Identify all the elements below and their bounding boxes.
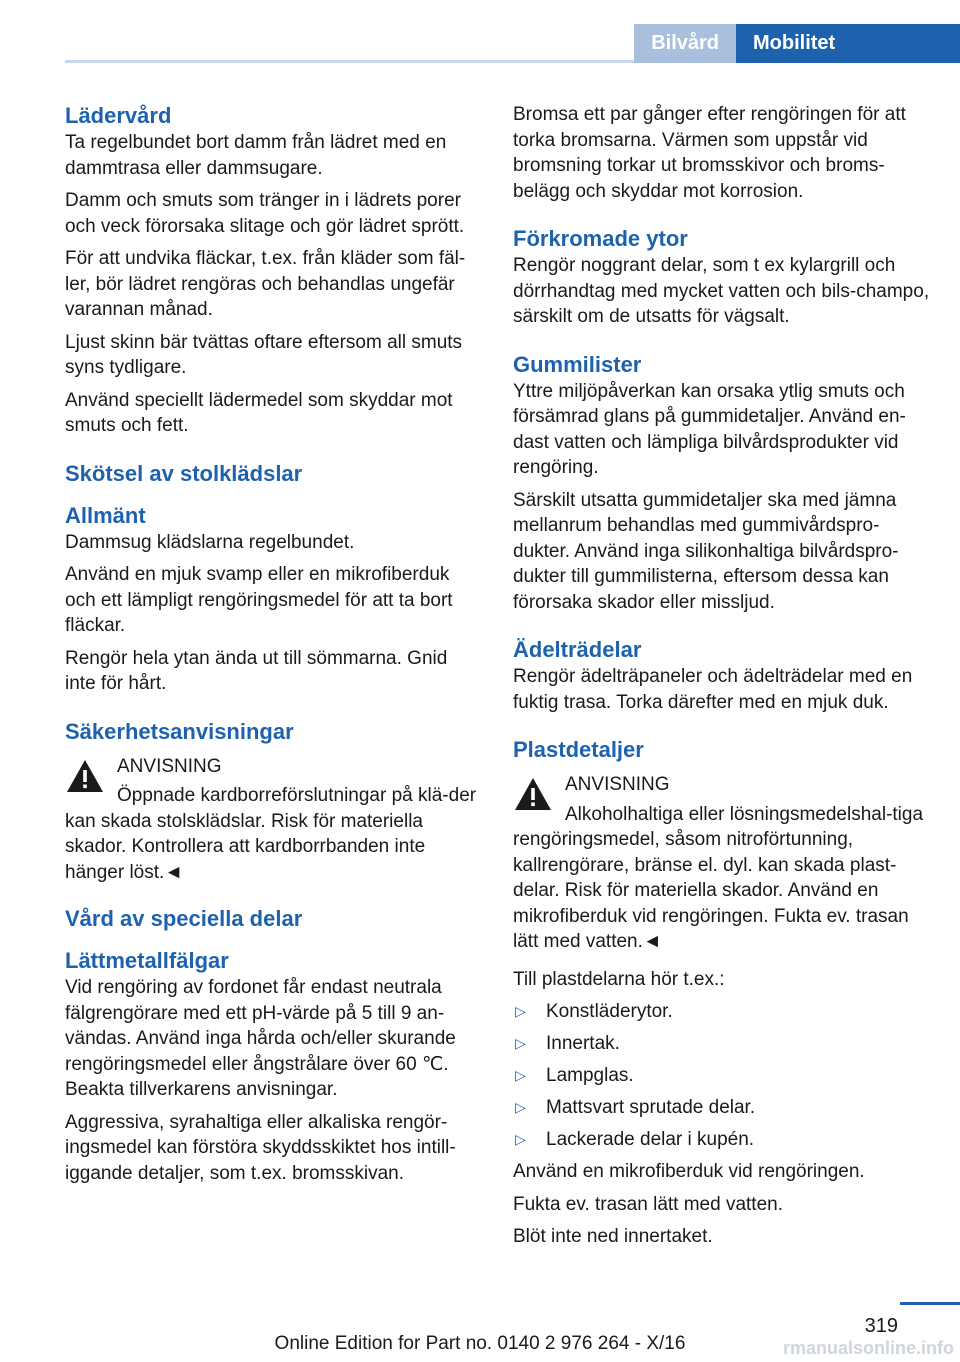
paragraph: Rengör hela ytan ända ut till sömmarna. Gnid inte för hårt. [65, 647, 448, 694]
heading-gummilister: Gummilister [513, 351, 642, 377]
list-item [513, 999, 931, 1025]
list-item [513, 1127, 931, 1153]
bullet-triangle-icon: ▷ [515, 1099, 526, 1115]
warning-body: Alkoholhaltiga eller lösningsmedelshal-tiga rengöringsmedel, såsom nitroförtunning, kallrengörare, bränse el. dyl. kan skada plast-delar. Risk för materiella skador. Använd en mikrofiberduk vid rengöringen. Fukta ev. trasan lätt med vatten.◄ [513, 803, 924, 952]
footer-rule [900, 1302, 960, 1305]
paragraph: Damm och smuts som tränger in i lädrets porer och veck förorsaka slitage och gör lädret sprött. [65, 190, 465, 237]
paragraph: Vid rengöring av fordonet får endast neutrala fälgrengörare med ett pH-värde på 5 till 9 an-vändas. Använd inga hårda och/eller skurande rengöringsmedel eller ångstrålare över 60 ℃. Beakta tillverkarens anvisningar. [65, 977, 456, 1100]
heading-adeltradelar: Ädelträdelar [513, 637, 642, 662]
warning-note [513, 772, 931, 955]
bullet-triangle-icon: ▷ [515, 1131, 526, 1147]
paragraph: Använd en mjuk svamp eller en mikrofiberduk och ett lämpligt rengöringsmedel för att ta bort fläckar. [65, 564, 453, 636]
heading-allmant: Allmänt [65, 502, 146, 528]
heading-ladervard: Lädervård [65, 103, 172, 128]
paragraph: Till plastdelarna hör t.ex.: [513, 968, 725, 990]
paragraph: Aggressiva, syrahaltiga eller alkaliska rengör-ingsmedel kan förstöra skyddsskiktet hos intill-iggande detaljer, som t.ex. bromsskivan. [65, 1111, 456, 1184]
paragraph: Använd speciellt lädermedel som skyddar mot smuts och fett. [65, 389, 453, 436]
paragraph: Särskilt utsatta gummidetaljer ska med jämna mellanrum behandlas med gummivårdspro-dukter. Använd inga silikonhaltiga bilvårdspro-dukter till gummilisterna, eftersom dessa kan förorsaka skador eller missljud. [513, 489, 899, 613]
paragraph: Yttre miljöpåverkan kan orsaka ytlig smuts och försämrad glans på gummidetaljer. Använd en-dast vatten och lämpliga bilvårdsprodukter vid rengöring. [513, 380, 906, 478]
paragraph: Rengör noggrant delar, som t ex kylargrill och dörrhandtag med mycket vatten och bils-champo, särskilt om de utsatts för vägsalt. [513, 255, 930, 327]
paragraph: Rengör ädelträpaneler och ädelträdelar med en fuktig trasa. Torka därefter med en mjuk duk. [513, 666, 913, 713]
list-item-text: Mattsvart sprutade delar. [546, 1097, 756, 1118]
list-item-text: Lampglas. [546, 1065, 634, 1086]
watermark: rmanualsonline.info [782, 1338, 954, 1358]
left-column [65, 102, 480, 1193]
bullet-triangle-icon: ▷ [515, 1035, 526, 1051]
heading-vard-speciella: Vård av speciella delar [65, 906, 303, 931]
warning-triangle-icon [65, 758, 105, 794]
tab-mobilitet[interactable]: Mobilitet [736, 24, 960, 63]
warning-title: ANVISNING [565, 774, 670, 795]
paragraph: Ta regelbundet bort damm från lädret med en dammtrasa eller dammsugare. [65, 132, 447, 179]
list-item [513, 1095, 931, 1121]
header-tabs [634, 24, 960, 63]
edition-text: Online Edition for Part no. 0140 2 976 264 - X/16 [274, 1333, 686, 1354]
page-number: 319 [864, 1315, 898, 1337]
list-item-text: Konstläderytor. [546, 1001, 673, 1022]
warning-body: Öppnade kardborreförslutningar på klä-der kan skada stolsklädslar. Risk för materiella skador. Kontrollera att kardborrbanden inte hänger löst.◄ [65, 785, 477, 883]
bullet-list [513, 999, 931, 1153]
right-column [513, 102, 931, 1257]
paragraph: Blöt inte ned innertaket. [513, 1226, 713, 1247]
heading-sakerhet: Säkerhetsanvisningar [65, 718, 294, 744]
list-item [513, 1031, 931, 1057]
tab-bilvard[interactable]: Bilvård [634, 24, 736, 63]
heading-plastdetaljer: Plastdetaljer [513, 737, 644, 762]
heading-lattmetall: Lättmetallfälgar [65, 948, 229, 973]
paragraph: Använd en mikrofiberduk vid rengöringen. [513, 1161, 865, 1182]
bullet-triangle-icon: ▷ [515, 1003, 526, 1019]
paragraph: Dammsug klädslarna regelbundet. [65, 531, 355, 553]
paragraph: För att undvika fläckar, t.ex. från kläder som fäl-ler, bör lädret rengöras och behandlas ungefär varannan månad. [65, 248, 466, 320]
list-item-text: Innertak. [546, 1033, 620, 1054]
bullet-triangle-icon: ▷ [515, 1067, 526, 1083]
paragraph: Bromsa ett par gånger efter rengöringen för att torka bromsarna. Värmen som uppstår vid bromsning torkar ut bromsskivor och broms-belägg och skyddar mot korrosion. [513, 104, 906, 202]
list-item [513, 1063, 931, 1089]
list-item-text: Lackerade delar i kupén. [546, 1129, 755, 1150]
warning-note [65, 754, 480, 886]
warning-triangle-icon [513, 776, 553, 812]
heading-forkromade: Förkromade ytor [513, 226, 688, 251]
paragraph: Ljust skinn bär tvättas oftare eftersom all smuts syns tydligare. [65, 331, 463, 378]
warning-title: ANVISNING [117, 755, 222, 777]
heading-stolkladslar: Skötsel av stolklädslar [65, 460, 303, 486]
paragraph: Fukta ev. trasan lätt med vatten. [513, 1193, 783, 1215]
